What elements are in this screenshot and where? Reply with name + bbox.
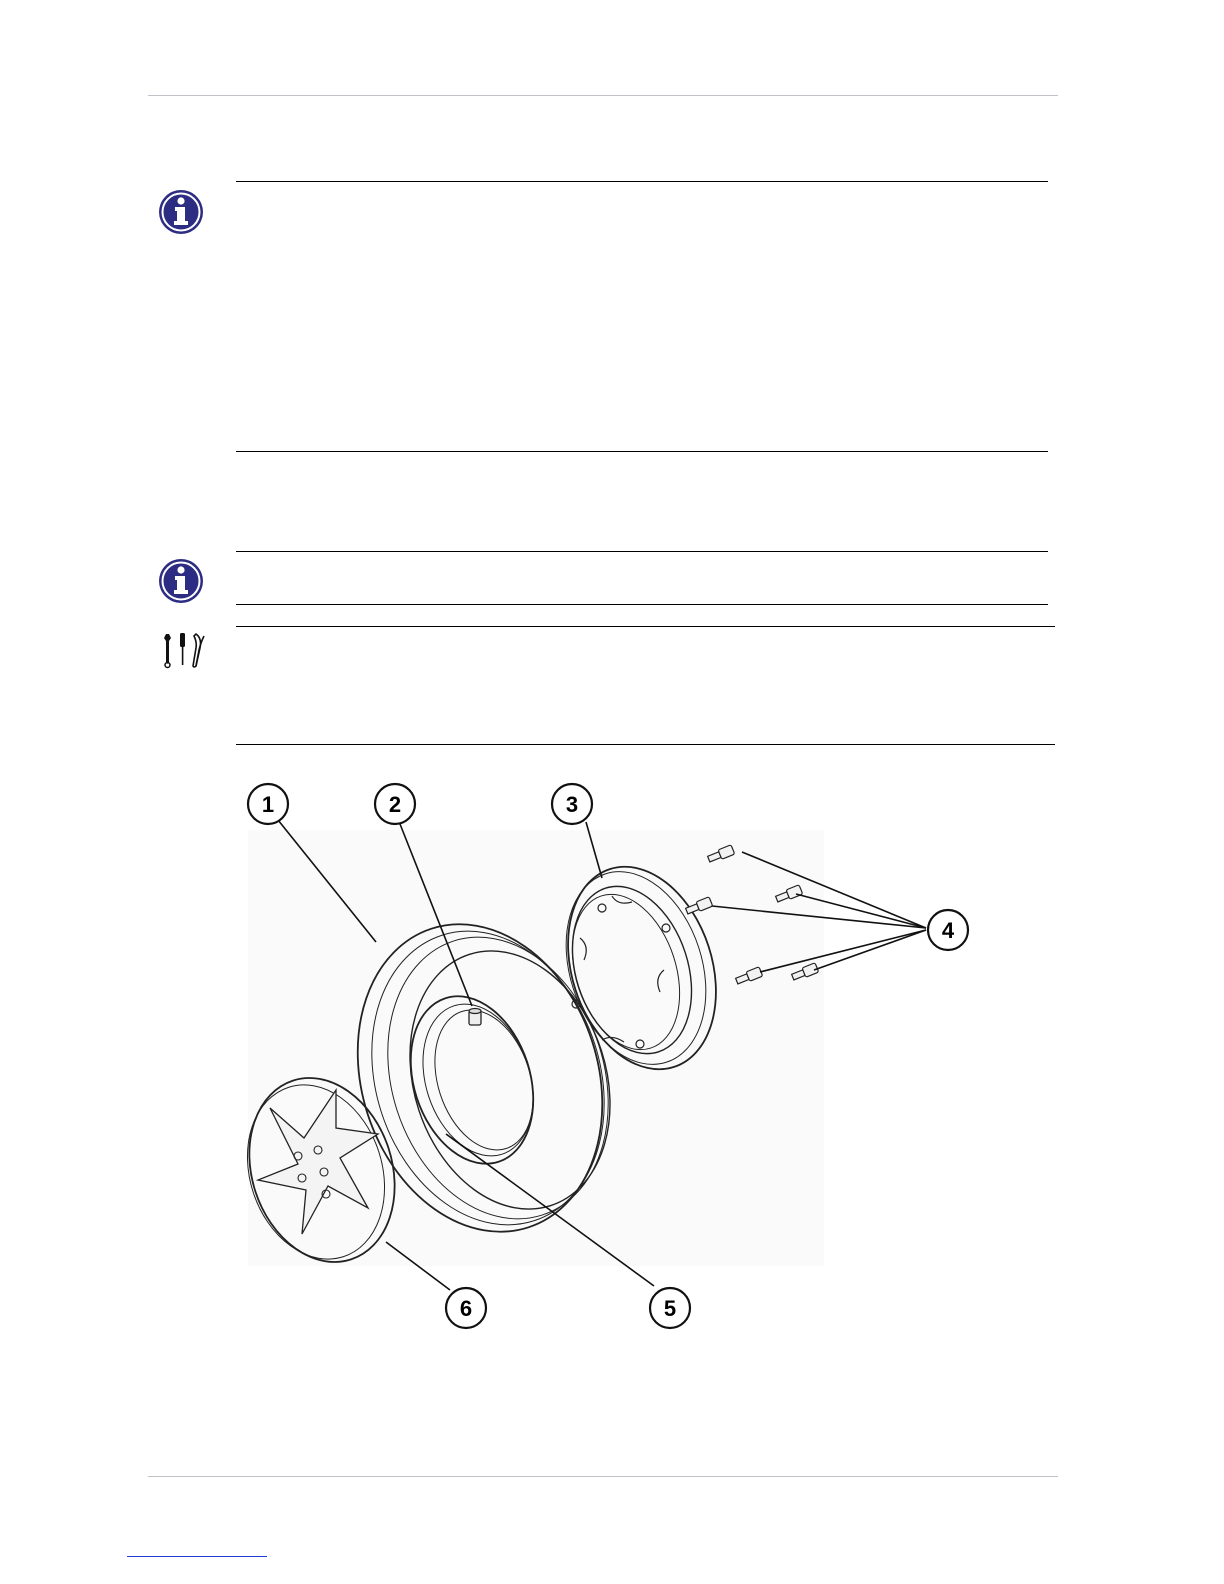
tools-top-rule	[236, 626, 1055, 627]
svg-text:2: 2	[388, 792, 402, 817]
note-1-top-rule	[236, 181, 1048, 182]
note-2-top-rule	[236, 551, 1048, 552]
svg-text:1: 1	[261, 792, 275, 817]
page-header-rule	[148, 95, 1058, 96]
svg-text:4: 4	[941, 918, 955, 943]
callout-1	[248, 784, 288, 824]
svg-text:3: 3	[565, 792, 579, 817]
wheel-assembly-figure	[240, 778, 980, 1338]
callout-5	[650, 1288, 690, 1328]
note-2-bottom-rule	[236, 604, 1048, 605]
note-1-bottom-rule	[236, 451, 1048, 452]
tools-bottom-rule	[236, 744, 1055, 745]
info-icon	[157, 188, 205, 236]
callout-3	[552, 784, 592, 824]
svg-text:6: 6	[459, 1296, 473, 1321]
footer-link-underline[interactable]	[127, 1556, 267, 1557]
tools-icon	[160, 630, 208, 678]
info-icon	[157, 557, 205, 605]
svg-text:5: 5	[663, 1296, 677, 1321]
callout-6	[446, 1288, 486, 1328]
callout-4	[928, 910, 968, 950]
callout-2	[375, 784, 415, 824]
page-footer-rule	[148, 1476, 1058, 1477]
